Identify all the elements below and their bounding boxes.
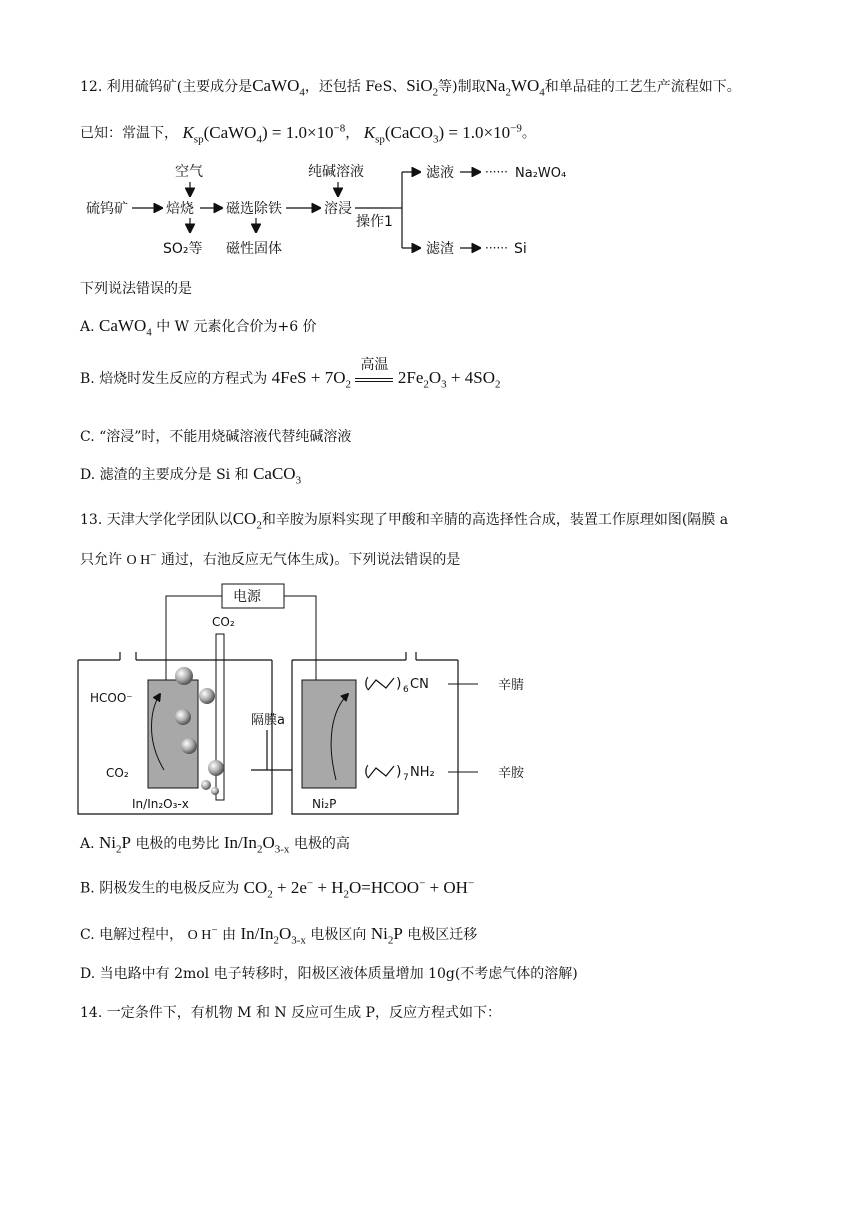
q13-option-d: D. 当电路中有 2mol 电子转移时，阳极区液体质量增加 10g(不考虑气体的溶解)	[80, 966, 578, 982]
formula-ni2p: $Ni_2P$	[99, 833, 131, 856]
ksp-cawo4: $K_{sp}(CaWO_4) = 1.0\times 10^{-8}$	[182, 122, 346, 146]
q13-option-c-post: 电极区迁移	[407, 927, 478, 943]
q13-option-c-mid2: 电极区向	[310, 927, 367, 943]
hydroxide-ion: O H−	[126, 549, 157, 568]
q12-option-a	[80, 316, 317, 338]
flow-air: 空气	[175, 164, 203, 180]
right-electrode-label: Ni₂P	[312, 797, 337, 811]
amine-label: 辛胺	[498, 766, 525, 781]
q13-option-a-mid: 电极的电势比	[135, 836, 220, 852]
left-electrode-label: In/In₂O₃-x	[132, 797, 189, 811]
formula-sio2: SiO$_2$	[406, 76, 439, 99]
flow-roast: 焙烧	[166, 201, 194, 217]
q12-known-prefix: 已知：常温下，	[80, 125, 178, 142]
q13-option-b-text: B. 阴极发生的电极反应为	[80, 880, 240, 897]
flow-so2: SO₂等	[163, 241, 203, 257]
q12-stem-post: 和单品硅的工艺生产流程如下。	[544, 79, 741, 95]
co2-inlet-label: CO₂	[212, 615, 235, 629]
flow-soda: 纯碱溶液	[308, 164, 364, 180]
q13-line1-pre: 13. 天津大学化学团队以	[80, 512, 233, 528]
q13-stem-line2	[80, 549, 460, 569]
flow-leach: 溶浸	[324, 201, 352, 217]
membrane-label: 隔膜a	[251, 713, 285, 728]
q13-electrolysis-diagram	[76, 580, 556, 820]
condition-text: 高温	[360, 357, 389, 373]
q13-line2-pre: 只允许	[80, 552, 122, 568]
amine-subscript: 7	[403, 773, 409, 783]
q12-stem	[80, 76, 741, 98]
q13-option-c	[80, 924, 477, 946]
flow-magnetic: 磁选除铁	[226, 201, 282, 217]
formula-caco3: CaCO$_3$	[253, 464, 302, 487]
flow-op1: 操作1	[356, 214, 393, 230]
q12-stem-pre: 12. 利用硫钨矿(主要成分是	[80, 79, 253, 95]
q13-option-c-mid: 由	[221, 927, 236, 943]
option-a-text: 中 W 元素化合价为+6 价	[156, 319, 317, 335]
option-b-text: B. 焙烧时发生反应的方程式为	[80, 371, 268, 387]
cathode-equation: $CO_2 + 2e^-$ + $H_2O=HCOO^- + OH^-$	[243, 877, 475, 901]
q13-line2-post: 通过，右池反应无气体生成)。下列说法错误的是	[160, 552, 461, 568]
flow-dots1: ······	[485, 165, 508, 179]
formula-cawo4-a: CaWO$_4$	[99, 316, 152, 339]
option-a-label: A.	[80, 319, 95, 335]
formula-na2wo4: $Na_2WO_4$	[485, 76, 545, 99]
flow-ore: 硫钨矿	[86, 201, 128, 217]
q13-option-a-label: A.	[80, 836, 95, 852]
hcoo-label: HCOO⁻	[90, 691, 133, 705]
flow-residue: 滤渣	[426, 241, 454, 257]
formula-in-in2o3-c: $In/In_2O_{3-x}$	[240, 924, 306, 947]
svg-text:): )	[396, 764, 402, 780]
nitrile-label: 辛腈	[498, 678, 525, 693]
flow-product2: Si	[514, 241, 527, 257]
flow-solid: 磁性固体	[226, 241, 282, 257]
formula-ni2p-c: $Ni_2P$	[370, 924, 403, 947]
q12-option-c: C. “溶浸”时，不能用烧碱溶液代替纯碱溶液	[80, 429, 352, 445]
left-electrode	[148, 680, 198, 788]
ksp-caco3: $K_{sp}(CaCO_3) = 1.0\times 10^{-9}$	[363, 122, 522, 146]
equation-products: $2Fe_2O_3 + 4SO_2$	[397, 368, 501, 391]
q13-option-b	[80, 877, 474, 900]
equation-roast: $4FeS + 7O_2$	[271, 368, 351, 391]
formula-cawo4: CaWO$_4$	[252, 76, 305, 99]
q12-known: 已知：常温下， $K_{sp}(CaWO_4) = 1.0\times 10^{-8}$， $K_{sp}(CaCO_3) = 1.0\times 10^{-9}$。	[80, 122, 536, 146]
nitrile-subscript: 6	[403, 685, 409, 695]
q12-stem-mid1: ，还包括 FeS、	[304, 79, 407, 95]
q13-option-a	[80, 833, 350, 855]
q12-flowchart	[80, 158, 600, 268]
right-electrode	[302, 680, 356, 788]
q13-line1-post: 和辛胺为原料实现了甲酸和辛腈的高选择性合成，装置工作原理如图(隔膜 a	[261, 512, 729, 528]
power-label: 电源	[233, 589, 261, 605]
q12-ask: 下列说法错误的是	[80, 281, 192, 297]
flow-product1: Na₂WO₄	[515, 166, 567, 181]
q13-stem-line1	[80, 509, 728, 531]
option-d-text: D. 滤渣的主要成分是 Si 和	[80, 467, 249, 483]
flow-dots2: ······	[485, 241, 508, 255]
svg-text:): )	[396, 676, 402, 692]
cn-label: CN	[410, 677, 429, 692]
nh2-label: NH₂	[410, 765, 435, 780]
nitrile-chain	[368, 678, 394, 690]
flow-filtrate: 滤液	[426, 165, 454, 181]
q12-stem-mid2: 等)制取	[438, 79, 486, 95]
svg-text:(: (	[364, 764, 370, 780]
co2-left-label: CO₂	[106, 766, 129, 780]
amine-chain	[368, 766, 394, 778]
q12-known-end: 。	[521, 125, 536, 142]
q14-stem: 14. 一定条件下，有机物 M 和 N 反应可生成 P，反应方程式如下：	[80, 1005, 501, 1021]
q13-option-a-post: 电极的高	[293, 836, 350, 852]
hydroxide-ion-c: O H−	[187, 924, 218, 943]
q12-option-d	[80, 464, 301, 486]
svg-text:(: (	[364, 676, 370, 692]
formula-co2: $CO_2$	[232, 509, 262, 532]
q12-option-b	[80, 357, 501, 391]
q13-option-c-pre: C. 电解过程中，	[80, 927, 184, 943]
equation-condition	[355, 357, 393, 382]
formula-in-in2o3: $In/In_2O_{3-x}$	[223, 833, 290, 856]
